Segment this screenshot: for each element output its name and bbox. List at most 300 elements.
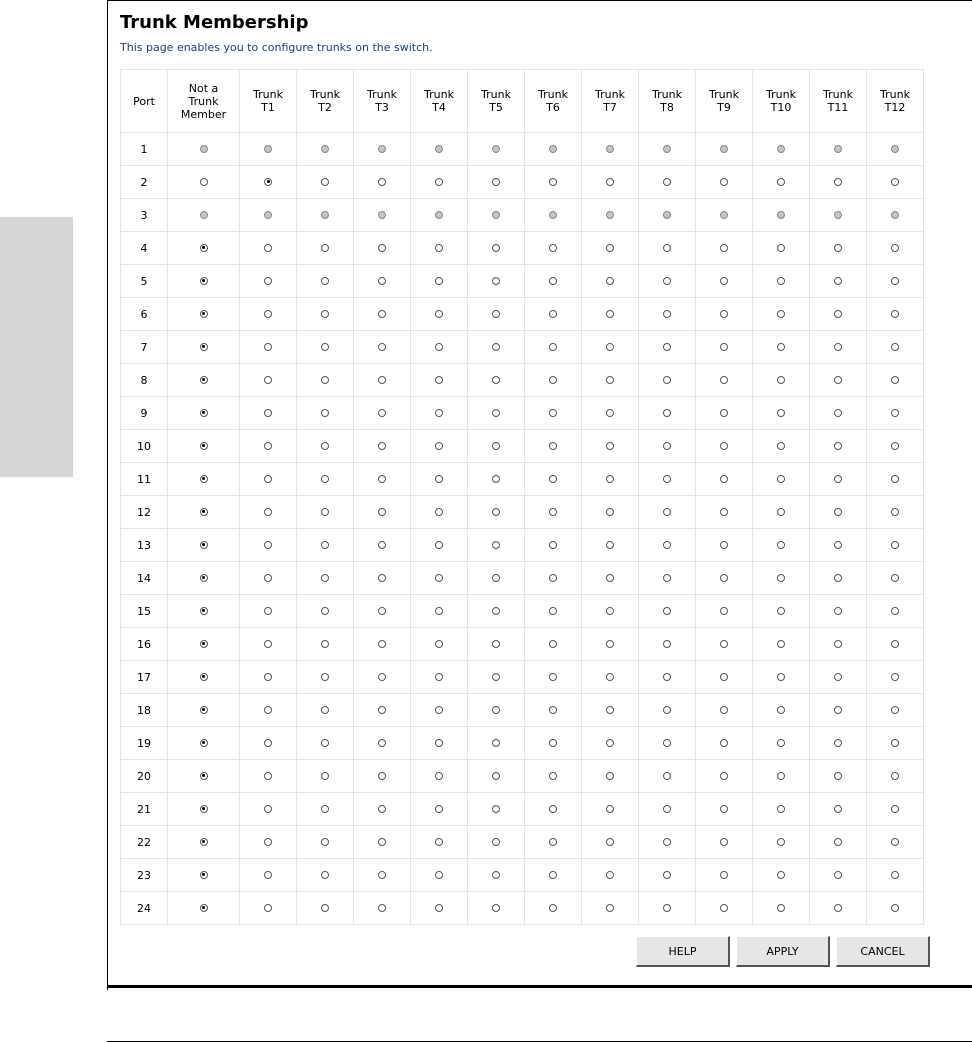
trunk-t10-radio[interactable] (777, 310, 785, 318)
trunk-t8-radio[interactable] (663, 640, 671, 648)
trunk-t1-radio[interactable] (264, 574, 272, 582)
trunk-t1-radio[interactable] (264, 442, 272, 450)
trunk-t8-radio[interactable] (663, 442, 671, 450)
trunk-t11-radio[interactable] (834, 277, 842, 285)
trunk-t12-radio[interactable] (891, 409, 899, 417)
trunk-t7-radio[interactable] (606, 838, 614, 846)
trunk-t5-radio[interactable] (492, 607, 500, 615)
trunk-t7-radio[interactable] (606, 805, 614, 813)
trunk-t9-radio[interactable] (720, 706, 728, 714)
trunk-t8-radio[interactable] (663, 904, 671, 912)
trunk-t10-radio[interactable] (777, 178, 785, 186)
trunk-t3-radio[interactable] (378, 178, 386, 186)
trunk-t12-radio[interactable] (891, 310, 899, 318)
trunk-t7-radio[interactable] (606, 442, 614, 450)
trunk-t4-radio[interactable] (435, 277, 443, 285)
trunk-t10-radio[interactable] (777, 904, 785, 912)
trunk-t8-radio[interactable] (663, 541, 671, 549)
trunk-t8-radio[interactable] (663, 739, 671, 747)
trunk-t12-radio[interactable] (891, 607, 899, 615)
trunk-t8-radio[interactable] (663, 673, 671, 681)
help-button[interactable]: HELP (636, 936, 730, 967)
trunk-t5-radio[interactable] (492, 409, 500, 417)
trunk-t12-radio[interactable] (891, 772, 899, 780)
not-member-radio[interactable] (200, 244, 208, 252)
trunk-t9-radio[interactable] (720, 376, 728, 384)
trunk-t3-radio[interactable] (378, 475, 386, 483)
trunk-t2-radio[interactable] (321, 640, 329, 648)
trunk-t3-radio[interactable] (378, 343, 386, 351)
trunk-t3-radio[interactable] (378, 244, 386, 252)
trunk-t9-radio[interactable] (720, 508, 728, 516)
trunk-t9-radio[interactable] (720, 640, 728, 648)
trunk-t5-radio[interactable] (492, 739, 500, 747)
trunk-t6-radio[interactable] (549, 673, 557, 681)
trunk-t6-radio[interactable] (549, 805, 557, 813)
trunk-t6-radio[interactable] (549, 838, 557, 846)
not-member-radio[interactable] (200, 409, 208, 417)
trunk-t7-radio[interactable] (606, 607, 614, 615)
trunk-t5-radio[interactable] (492, 508, 500, 516)
trunk-t2-radio[interactable] (321, 310, 329, 318)
trunk-t3-radio[interactable] (378, 310, 386, 318)
trunk-t1-radio[interactable] (264, 673, 272, 681)
trunk-t5-radio[interactable] (492, 277, 500, 285)
trunk-t10-radio[interactable] (777, 541, 785, 549)
trunk-t2-radio[interactable] (321, 607, 329, 615)
trunk-t4-radio[interactable] (435, 409, 443, 417)
trunk-t11-radio[interactable] (834, 409, 842, 417)
trunk-t12-radio[interactable] (891, 838, 899, 846)
trunk-t2-radio[interactable] (321, 772, 329, 780)
not-member-radio[interactable] (200, 475, 208, 483)
trunk-t11-radio[interactable] (834, 574, 842, 582)
trunk-t6-radio[interactable] (549, 244, 557, 252)
trunk-t5-radio[interactable] (492, 475, 500, 483)
not-member-radio[interactable] (200, 904, 208, 912)
trunk-t4-radio[interactable] (435, 838, 443, 846)
not-member-radio[interactable] (200, 772, 208, 780)
trunk-t10-radio[interactable] (777, 277, 785, 285)
trunk-t10-radio[interactable] (777, 706, 785, 714)
trunk-t3-radio[interactable] (378, 772, 386, 780)
not-member-radio[interactable] (200, 508, 208, 516)
trunk-t10-radio[interactable] (777, 805, 785, 813)
trunk-t6-radio[interactable] (549, 409, 557, 417)
trunk-t2-radio[interactable] (321, 574, 329, 582)
trunk-t10-radio[interactable] (777, 640, 785, 648)
trunk-t4-radio[interactable] (435, 508, 443, 516)
trunk-t5-radio[interactable] (492, 673, 500, 681)
trunk-t2-radio[interactable] (321, 376, 329, 384)
trunk-t4-radio[interactable] (435, 706, 443, 714)
trunk-t2-radio[interactable] (321, 739, 329, 747)
trunk-t4-radio[interactable] (435, 178, 443, 186)
trunk-t8-radio[interactable] (663, 706, 671, 714)
trunk-t10-radio[interactable] (777, 508, 785, 516)
trunk-t6-radio[interactable] (549, 706, 557, 714)
trunk-t9-radio[interactable] (720, 607, 728, 615)
radio-cell (411, 463, 468, 496)
trunk-t5-radio[interactable] (492, 376, 500, 384)
trunk-t5-radio[interactable] (492, 871, 500, 879)
trunk-t1-radio[interactable] (264, 277, 272, 285)
trunk-t11-radio[interactable] (834, 508, 842, 516)
trunk-t1-radio[interactable] (264, 640, 272, 648)
radio-cell (411, 397, 468, 430)
trunk-t9-radio[interactable] (720, 904, 728, 912)
trunk-t11-radio[interactable] (834, 838, 842, 846)
trunk-t1-radio[interactable] (264, 904, 272, 912)
trunk-t11-radio[interactable] (834, 640, 842, 648)
cancel-button[interactable]: CANCEL (836, 936, 930, 967)
trunk-t5-radio[interactable] (492, 310, 500, 318)
trunk-t2-radio[interactable] (321, 343, 329, 351)
trunk-t7-radio[interactable] (606, 508, 614, 516)
trunk-t3-radio[interactable] (378, 376, 386, 384)
trunk-t9-radio[interactable] (720, 871, 728, 879)
trunk-t9-radio[interactable] (720, 739, 728, 747)
trunk-t9-radio[interactable] (720, 772, 728, 780)
trunk-t9-radio[interactable] (720, 244, 728, 252)
trunk-t7-radio[interactable] (606, 772, 614, 780)
trunk-t3-radio[interactable] (378, 838, 386, 846)
trunk-t5-radio[interactable] (492, 805, 500, 813)
port-cell: 3 (121, 199, 168, 232)
trunk-t4-radio[interactable] (435, 772, 443, 780)
trunk-t11-radio[interactable] (834, 706, 842, 714)
trunk-t5-radio[interactable] (492, 541, 500, 549)
trunk-t2-radio[interactable] (321, 277, 329, 285)
trunk-t11-radio[interactable] (834, 673, 842, 681)
trunk-t12-radio[interactable] (891, 442, 899, 450)
trunk-t7-radio[interactable] (606, 178, 614, 186)
trunk-t9-radio[interactable] (720, 343, 728, 351)
trunk-t2-radio[interactable] (321, 706, 329, 714)
trunk-t2-radio[interactable] (321, 508, 329, 516)
trunk-t5-radio[interactable] (492, 343, 500, 351)
trunk-t10-radio[interactable] (777, 607, 785, 615)
trunk-t10-radio[interactable] (777, 376, 785, 384)
trunk-t10-radio[interactable] (777, 871, 785, 879)
trunk-t4-radio[interactable] (435, 805, 443, 813)
trunk-t9-radio[interactable] (720, 673, 728, 681)
trunk-t6-radio[interactable] (549, 277, 557, 285)
trunk-t5-radio[interactable] (492, 838, 500, 846)
trunk-t8-radio[interactable] (663, 409, 671, 417)
trunk-t6-radio[interactable] (549, 376, 557, 384)
trunk-t12-radio[interactable] (891, 475, 899, 483)
trunk-t1-radio[interactable] (264, 508, 272, 516)
trunk-t4-radio[interactable] (435, 739, 443, 747)
trunk-t4-radio[interactable] (435, 541, 443, 549)
trunk-t5-radio[interactable] (492, 442, 500, 450)
trunk-t6-radio[interactable] (549, 442, 557, 450)
trunk-t9-radio[interactable] (720, 178, 728, 186)
trunk-t11-radio[interactable] (834, 772, 842, 780)
trunk-t4-radio[interactable] (435, 343, 443, 351)
not-member-radio[interactable] (200, 706, 208, 714)
trunk-t10-radio[interactable] (777, 739, 785, 747)
trunk-t8-radio[interactable] (663, 838, 671, 846)
trunk-t2-radio[interactable] (321, 442, 329, 450)
trunk-t11-radio[interactable] (834, 310, 842, 318)
trunk-t2-radio[interactable] (321, 871, 329, 879)
trunk-t11-radio[interactable] (834, 376, 842, 384)
trunk-t5-radio[interactable] (492, 706, 500, 714)
port-cell: 1 (121, 133, 168, 166)
trunk-t8-radio[interactable] (663, 178, 671, 186)
not-member-radio[interactable] (200, 805, 208, 813)
trunk-t8-radio[interactable] (663, 376, 671, 384)
trunk-t11-radio[interactable] (834, 805, 842, 813)
radio-cell (810, 859, 867, 892)
trunk-t9-radio[interactable] (720, 475, 728, 483)
trunk-t12-radio[interactable] (891, 904, 899, 912)
trunk-t12-radio[interactable] (891, 508, 899, 516)
trunk-t12-radio[interactable] (891, 640, 899, 648)
trunk-t3-radio[interactable] (378, 706, 386, 714)
trunk-t12-radio[interactable] (891, 871, 899, 879)
trunk-t10-radio[interactable] (777, 838, 785, 846)
trunk-t4-radio[interactable] (435, 310, 443, 318)
trunk-t12-radio[interactable] (891, 673, 899, 681)
trunk-t6-radio[interactable] (549, 508, 557, 516)
trunk-t9-radio[interactable] (720, 409, 728, 417)
trunk-t12-radio[interactable] (891, 574, 899, 582)
trunk-t8-radio[interactable] (663, 508, 671, 516)
trunk-t3-radio[interactable] (378, 574, 386, 582)
trunk-t2-radio[interactable] (321, 838, 329, 846)
trunk-t11-radio[interactable] (834, 739, 842, 747)
radio-cell (240, 859, 297, 892)
apply-button[interactable]: APPLY (736, 936, 830, 967)
trunk-t8-radio[interactable] (663, 343, 671, 351)
trunk-t8-radio[interactable] (663, 277, 671, 285)
trunk-t8-radio[interactable] (663, 871, 671, 879)
trunk-t12-radio[interactable] (891, 376, 899, 384)
trunk-t3-radio[interactable] (378, 508, 386, 516)
trunk-t7-radio[interactable] (606, 310, 614, 318)
trunk-t12-radio[interactable] (891, 343, 899, 351)
trunk-t4-radio[interactable] (435, 871, 443, 879)
trunk-t1-radio[interactable] (264, 541, 272, 549)
trunk-t2-radio[interactable] (321, 244, 329, 252)
trunk-t1-radio[interactable] (264, 310, 272, 318)
trunk-t6-radio[interactable] (549, 871, 557, 879)
radio-cell (639, 166, 696, 199)
trunk-t1-radio[interactable] (264, 409, 272, 417)
trunk-t10-radio[interactable] (777, 475, 785, 483)
trunk-t6-radio[interactable] (549, 739, 557, 747)
trunk-t6-radio[interactable] (549, 475, 557, 483)
radio-cell (297, 595, 354, 628)
trunk-t4-radio[interactable] (435, 244, 443, 252)
trunk-t3-radio[interactable] (378, 640, 386, 648)
trunk-t8-radio[interactable] (663, 574, 671, 582)
not-member-radio[interactable] (200, 310, 208, 318)
trunk-t12-radio[interactable] (891, 739, 899, 747)
trunk-t3-radio[interactable] (378, 541, 386, 549)
trunk-t11-radio[interactable] (834, 607, 842, 615)
trunk-t1-radio[interactable] (264, 178, 272, 186)
trunk-t3-radio[interactable] (378, 739, 386, 747)
trunk-t4-radio[interactable] (435, 574, 443, 582)
trunk-t6-radio[interactable] (549, 607, 557, 615)
trunk-t4-radio[interactable] (435, 442, 443, 450)
trunk-t8-radio[interactable] (663, 607, 671, 615)
trunk-t1-radio[interactable] (264, 805, 272, 813)
trunk-t1-radio[interactable] (264, 376, 272, 384)
not-member-radio[interactable] (200, 376, 208, 384)
trunk-t6-radio[interactable] (549, 640, 557, 648)
trunk-t3-radio[interactable] (378, 805, 386, 813)
trunk-t9-radio[interactable] (720, 805, 728, 813)
not-member-radio[interactable] (200, 541, 208, 549)
trunk-t4-radio[interactable] (435, 673, 443, 681)
header-trunk-t2-line: T2 (318, 101, 332, 114)
trunk-t5-radio[interactable] (492, 574, 500, 582)
not-member-radio[interactable] (200, 607, 208, 615)
trunk-t11-radio[interactable] (834, 541, 842, 549)
not-member-radio[interactable] (200, 739, 208, 747)
trunk-t2-radio[interactable] (321, 541, 329, 549)
trunk-t6-radio[interactable] (549, 310, 557, 318)
trunk-t1-radio[interactable] (264, 343, 272, 351)
trunk-t7-radio[interactable] (606, 343, 614, 351)
trunk-t7-radio[interactable] (606, 706, 614, 714)
trunk-t10-radio[interactable] (777, 772, 785, 780)
trunk-t9-radio[interactable] (720, 442, 728, 450)
trunk-t8-radio[interactable] (663, 475, 671, 483)
not-member-radio[interactable] (200, 640, 208, 648)
not-member-radio[interactable] (200, 178, 208, 186)
trunk-t1-radio[interactable] (264, 772, 272, 780)
trunk-t3-radio[interactable] (378, 607, 386, 615)
trunk-t6-radio[interactable] (549, 904, 557, 912)
trunk-t7-radio[interactable] (606, 409, 614, 417)
trunk-t10-radio[interactable] (777, 673, 785, 681)
trunk-t7-radio[interactable] (606, 574, 614, 582)
trunk-t11-radio[interactable] (834, 343, 842, 351)
not-member-radio[interactable] (200, 673, 208, 681)
trunk-t7-radio[interactable] (606, 673, 614, 681)
trunk-t7-radio[interactable] (606, 376, 614, 384)
trunk-t5-radio[interactable] (492, 640, 500, 648)
trunk-t2-radio[interactable] (321, 178, 329, 186)
trunk-t11-radio[interactable] (834, 904, 842, 912)
trunk-t12-radio[interactable] (891, 706, 899, 714)
trunk-t11-radio[interactable] (834, 475, 842, 483)
trunk-t12-radio[interactable] (891, 178, 899, 186)
not-member-radio[interactable] (200, 871, 208, 879)
trunk-t1-radio[interactable] (264, 739, 272, 747)
trunk-t12-radio[interactable] (891, 277, 899, 285)
trunk-t8-radio[interactable] (663, 310, 671, 318)
trunk-t10-radio[interactable] (777, 244, 785, 252)
trunk-t4-radio[interactable] (435, 376, 443, 384)
trunk-t7-radio[interactable] (606, 871, 614, 879)
trunk-t1-radio[interactable] (264, 244, 272, 252)
trunk-t7-radio[interactable] (606, 541, 614, 549)
trunk-t9-radio[interactable] (720, 541, 728, 549)
trunk-t10-radio[interactable] (777, 409, 785, 417)
trunk-t2-radio[interactable] (321, 673, 329, 681)
trunk-t5-radio[interactable] (492, 178, 500, 186)
trunk-t7-radio[interactable] (606, 277, 614, 285)
trunk-t8-radio[interactable] (663, 772, 671, 780)
trunk-t3-radio[interactable] (378, 277, 386, 285)
trunk-t1-radio[interactable] (264, 475, 272, 483)
trunk-t1-radio[interactable] (264, 871, 272, 879)
not-member-radio[interactable] (200, 838, 208, 846)
trunk-t11-radio[interactable] (834, 244, 842, 252)
not-member-radio[interactable] (200, 343, 208, 351)
trunk-t3-radio[interactable] (378, 442, 386, 450)
trunk-t10-radio[interactable] (777, 442, 785, 450)
trunk-t4-radio[interactable] (435, 475, 443, 483)
trunk-t1-radio[interactable] (264, 607, 272, 615)
trunk-t8-radio[interactable] (663, 244, 671, 252)
trunk-t6-radio[interactable] (549, 343, 557, 351)
trunk-t3-radio[interactable] (378, 871, 386, 879)
trunk-t11-radio[interactable] (834, 178, 842, 186)
trunk-t2-radio[interactable] (321, 805, 329, 813)
trunk-t7-radio[interactable] (606, 244, 614, 252)
trunk-t2-radio[interactable] (321, 904, 329, 912)
trunk-t1-radio[interactable] (264, 706, 272, 714)
trunk-t11-radio[interactable] (834, 442, 842, 450)
trunk-t12-radio[interactable] (891, 541, 899, 549)
trunk-t5-radio[interactable] (492, 244, 500, 252)
trunk-t12-radio[interactable] (891, 805, 899, 813)
trunk-t11-radio[interactable] (834, 871, 842, 879)
trunk-t5-radio[interactable] (492, 772, 500, 780)
trunk-t9-radio[interactable] (720, 574, 728, 582)
trunk-t5-radio[interactable] (492, 904, 500, 912)
trunk-t10-radio[interactable] (777, 574, 785, 582)
not-member-radio[interactable] (200, 574, 208, 582)
trunk-t4-radio[interactable] (435, 904, 443, 912)
trunk-t3-radio[interactable] (378, 904, 386, 912)
trunk-t7-radio[interactable] (606, 739, 614, 747)
trunk-t8-radio[interactable] (663, 805, 671, 813)
trunk-t4-radio[interactable] (435, 607, 443, 615)
trunk-t6-radio[interactable] (549, 541, 557, 549)
trunk-t9-radio[interactable] (720, 310, 728, 318)
trunk-t7-radio[interactable] (606, 640, 614, 648)
trunk-t6-radio[interactable] (549, 772, 557, 780)
trunk-t9-radio[interactable] (720, 277, 728, 285)
trunk-t2-radio[interactable] (321, 409, 329, 417)
trunk-t6-radio[interactable] (549, 574, 557, 582)
trunk-t12-radio[interactable] (891, 244, 899, 252)
not-member-radio[interactable] (200, 277, 208, 285)
radio-cell (354, 331, 411, 364)
trunk-t7-radio[interactable] (606, 475, 614, 483)
trunk-t4-radio[interactable] (435, 640, 443, 648)
trunk-t3-radio[interactable] (378, 409, 386, 417)
trunk-t10-radio[interactable] (777, 343, 785, 351)
trunk-t1-radio[interactable] (264, 838, 272, 846)
not-member-radio[interactable] (200, 442, 208, 450)
trunk-t6-radio[interactable] (549, 178, 557, 186)
trunk-t9-radio[interactable] (720, 838, 728, 846)
trunk-t2-radio[interactable] (321, 475, 329, 483)
trunk-t3-radio[interactable] (378, 673, 386, 681)
radio-cell (753, 793, 810, 826)
trunk-t7-radio[interactable] (606, 904, 614, 912)
